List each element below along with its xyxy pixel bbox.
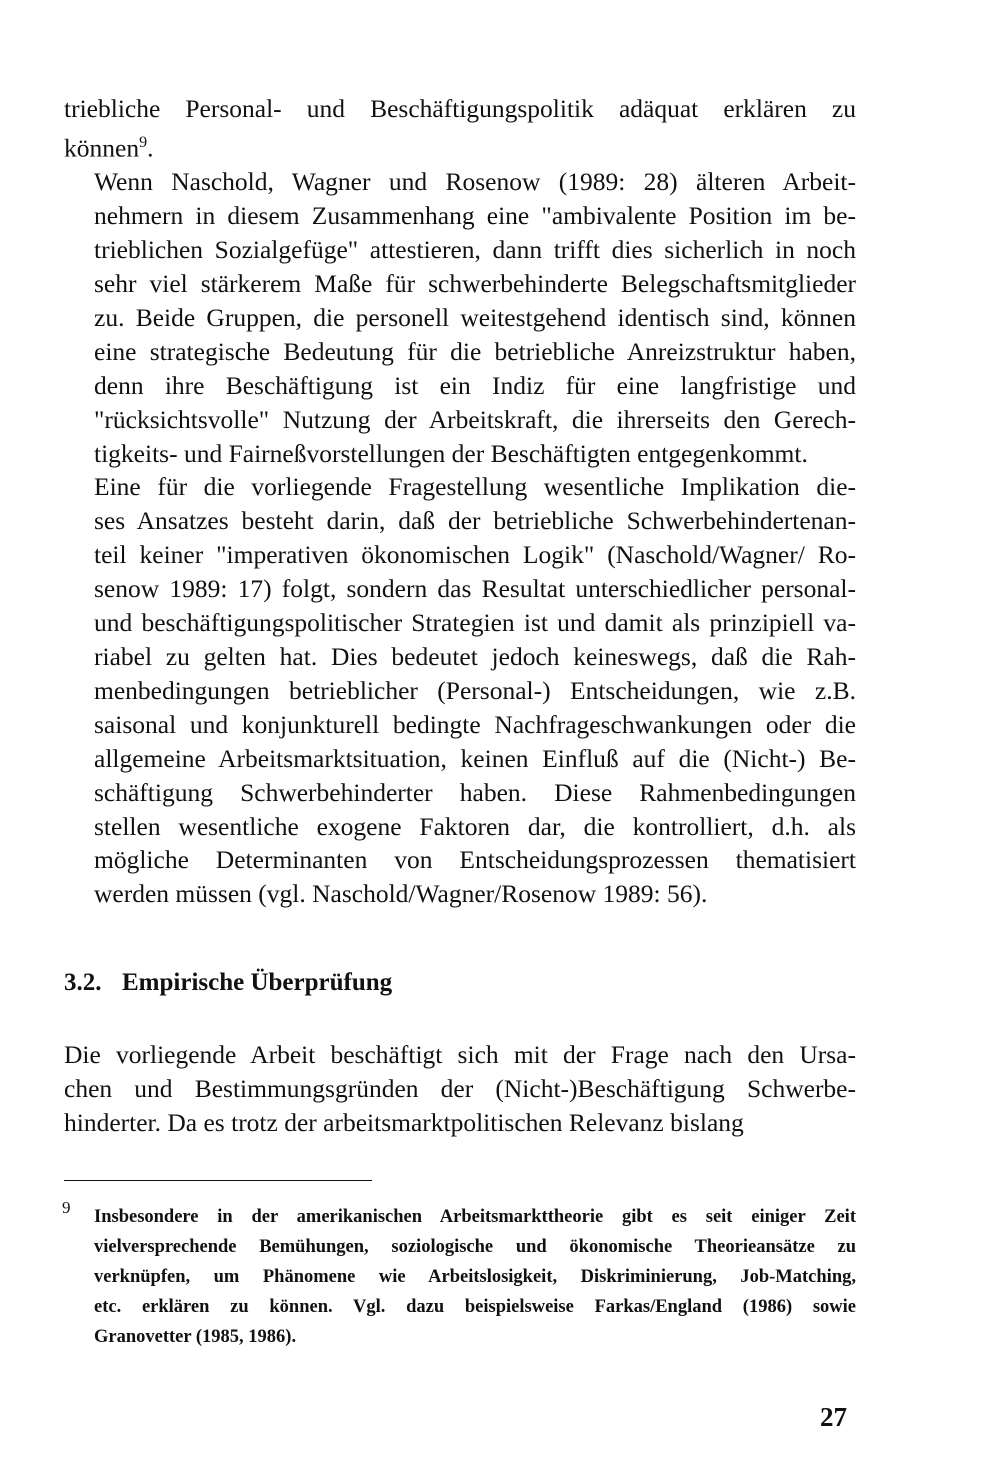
text-line: Insbesondere in der amerikanischen Arbeitsmarkttheorie gibt es seit einiger Zeit: [94, 1207, 856, 1227]
text-line: denn ihre Beschäftigung ist ein Indiz für eine langfristige und: [94, 370, 856, 400]
text-fragment: .: [147, 133, 154, 163]
text-line: "rücksichtsvolle" Nutzung der Arbeitskraft, die ihrerseits den Gerech-: [94, 404, 856, 434]
paragraph-2: [64, 165, 856, 470]
footnote-reference[interactable]: 9: [139, 133, 148, 151]
text-line: allgemeine Arbeitsmarktsituation, keinen Einfluß auf die (Nicht-) Be-: [94, 743, 856, 773]
text-fragment: können: [64, 133, 140, 163]
text-line: [64, 126, 856, 165]
text-line: teil keiner "imperativen ökonomischen Logik" (Naschold/Wagner/ Ro-: [94, 540, 856, 570]
paragraph-4: [64, 1038, 856, 1140]
text-line: eine strategische Bedeutung für die betriebliche Anreizstruktur haben,: [94, 336, 856, 366]
text-line: Granovetter (1985, 1986).: [94, 1327, 297, 1347]
section-title: Empirische Überprüfung: [122, 969, 393, 996]
text-line: Wenn Naschold, Wagner und Rosenow (1989: 28) älteren Arbeit-: [94, 167, 856, 197]
text-line: werden müssen (vgl. Naschold/Wagner/Rosenow 1989: 56).: [94, 879, 708, 909]
paragraph-1: [64, 92, 856, 165]
paragraph-3: [64, 470, 856, 911]
footnote-text: [94, 1202, 856, 1352]
text-line: nehmern in diesem Zusammenhang eine "ambivalente Position im be-: [94, 201, 856, 231]
text-line: mögliche Determinanten von Entscheidungsprozessen thematisiert: [94, 845, 856, 875]
text-line: trieblichen Sozialgefüge" attestieren, dann trifft dies sicherlich in noch: [94, 235, 856, 265]
body-text: [64, 92, 856, 911]
text-line: Eine für die vorliegende Fragestellung wesentliche Implikation die-: [94, 472, 856, 502]
section-number: 3.2.: [64, 969, 102, 996]
text-line: etc. erklären zu können. Vgl. dazu beispielsweise Farkas/England (1986) sowie: [94, 1297, 856, 1317]
section-body: [64, 1038, 856, 1140]
text-line: stellen wesentliche exogene Faktoren dar, die kontrolliert, d.h. als: [94, 811, 856, 841]
text-line: verknüpfen, um Phänomene wie Arbeitslosigkeit, Diskriminierung, Job-Matching,: [94, 1267, 856, 1287]
text-line: riabel zu gelten hat. Dies bedeutet jedoch keineswegs, daß die Rah-: [94, 642, 856, 671]
text-line: schäftigung Schwerbehinderter haben. Diese Rahmenbedingungen: [94, 777, 856, 807]
page-number: 27: [820, 1402, 847, 1432]
text-line: senow 1989: 17) folgt, sondern das Resultat unterschiedlicher personal-: [94, 574, 856, 604]
text-line: hinderter. Da es trotz der arbeitsmarktpolitischen Relevanz bislang: [64, 1107, 744, 1137]
text-line: zu. Beide Gruppen, die personell weitestgehend identisch sind, können: [94, 302, 856, 332]
text-line: chen und Bestimmungsgründen der (Nicht-)Beschäftigung Schwerbe-: [64, 1073, 856, 1103]
text-line: Die vorliegende Arbeit beschäftigt sich mit der Frage nach den Ursa-: [64, 1040, 856, 1069]
text-line: saisonal und konjunkturell bedingte Nachfrageschwankungen oder die: [94, 709, 856, 739]
text-line: ses Ansatzes besteht darin, daß der betriebliche Schwerbehindertenan-: [94, 506, 856, 536]
text-line: sehr viel stärkerem Maße für schwerbehinderte Belegschaftsmitglieder: [94, 269, 856, 299]
footnote-number: 9: [62, 1198, 71, 1217]
text-line: menbedingungen betrieblicher (Personal-) Entscheidungen, wie z.B.: [94, 675, 856, 705]
section-heading: [64, 969, 392, 997]
text-line: tigkeits- und Fairneßvorstellungen der Beschäftigten entgegenkommt.: [94, 438, 808, 468]
text-line: und beschäftigungspolitischer Strategien ist und damit als prinzipiell va-: [94, 608, 856, 638]
text-line: triebliche Personal- und Beschäftigungspolitik adäquat erklären zu: [64, 94, 856, 123]
text-line: vielversprechende Bemühungen, soziologische und ökonomische Theorieansätze zu: [94, 1237, 856, 1257]
footnote-separator: [64, 1180, 372, 1181]
